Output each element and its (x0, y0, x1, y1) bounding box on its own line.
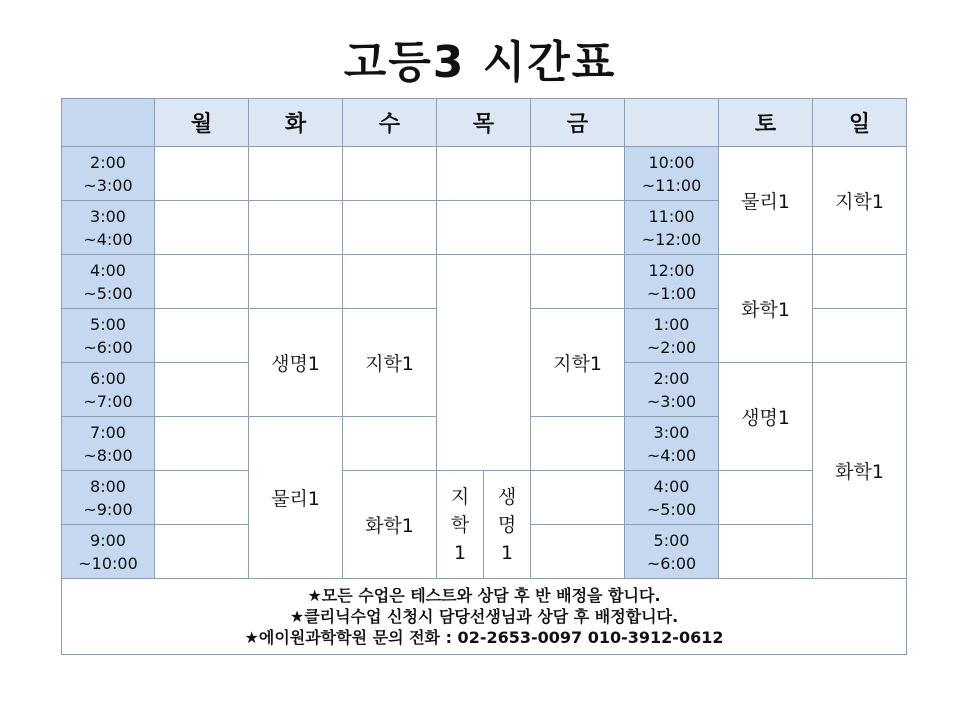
weekend-time-cell: 5:00 ~6:00 (625, 525, 719, 579)
weekday-time-cell: 8:00 ~9:00 (62, 471, 155, 525)
class-sat-chemistry: 화학1 (719, 255, 813, 363)
class-tue-physics: 물리1 (249, 417, 343, 579)
weekend-time-cell: 11:00 ~12:00 (625, 201, 719, 255)
empty-cell (155, 471, 249, 525)
page-title: 고등3 시간표 (343, 37, 617, 88)
note-line: ★에이원과학학원 문의 전화 : 02-2653-0097 010-3912-0612 (244, 628, 724, 647)
empty-cell (531, 201, 625, 255)
class-tue-biology: 생명1 (249, 309, 343, 417)
empty-cell (343, 201, 437, 255)
empty-cell (155, 417, 249, 471)
weekday-time-cell: 9:00 ~10:00 (62, 525, 155, 579)
empty-cell (531, 417, 625, 471)
empty-cell (155, 255, 249, 309)
header-day-wed: 수 (343, 99, 437, 147)
weekday-time-cell: 4:00 ~5:00 (62, 255, 155, 309)
class-sun-earth-science: 지학1 (813, 147, 907, 255)
empty-cell (249, 201, 343, 255)
empty-cell (155, 309, 249, 363)
empty-cell (343, 255, 437, 309)
empty-cell (155, 147, 249, 201)
weekend-time-cell: 4:00 ~5:00 (625, 471, 719, 525)
header-corner (62, 99, 155, 147)
empty-cell (437, 255, 531, 471)
class-sat-biology: 생명1 (719, 363, 813, 471)
table-row (62, 255, 907, 309)
weekend-time-cell: 10:00 ~11:00 (625, 147, 719, 201)
header-day-mon: 월 (155, 99, 249, 147)
empty-cell (343, 417, 437, 471)
empty-cell (249, 255, 343, 309)
empty-cell (155, 363, 249, 417)
weekend-time-cell: 12:00 ~1:00 (625, 255, 719, 309)
weekend-time-cell: 3:00 ~4:00 (625, 417, 719, 471)
empty-cell (437, 147, 531, 201)
empty-cell (813, 309, 907, 363)
empty-cell (531, 471, 625, 525)
header-day-tue: 화 (249, 99, 343, 147)
empty-cell (437, 201, 531, 255)
empty-cell (155, 201, 249, 255)
class-wed-chemistry: 화학1 (343, 471, 437, 579)
header-row (62, 99, 907, 147)
class-sat-physics: 물리1 (719, 147, 813, 255)
note-line: ★모든 수업은 테스트와 상담 후 반 배정을 합니다. (307, 586, 661, 605)
empty-cell (531, 525, 625, 579)
empty-cell (155, 525, 249, 579)
header-day-thu: 목 (437, 99, 531, 147)
header-day-sat: 토 (719, 99, 813, 147)
empty-cell (719, 471, 813, 525)
class-thu-earth-science: 지 학 1 (437, 471, 484, 579)
empty-cell (343, 147, 437, 201)
notes-row (62, 579, 907, 655)
empty-cell (813, 255, 907, 309)
table-row (62, 471, 907, 525)
empty-cell (249, 147, 343, 201)
weekday-time-cell: 3:00 ~4:00 (62, 201, 155, 255)
weekend-time-cell: 2:00 ~3:00 (625, 363, 719, 417)
weekday-time-cell: 7:00 ~8:00 (62, 417, 155, 471)
weekday-time-cell: 2:00 ~3:00 (62, 147, 155, 201)
table-row (62, 147, 907, 201)
header-day-sun: 일 (813, 99, 907, 147)
note-line: ★클리닉수업 신청시 담당선생님과 상담 후 배정합니다. (289, 607, 679, 626)
class-fri-earth-science: 지학1 (531, 309, 625, 417)
header-day-fri: 금 (531, 99, 625, 147)
timetable (61, 98, 907, 655)
empty-cell (531, 147, 625, 201)
notes-cell (62, 579, 907, 655)
class-thu-biology: 생 명 1 (484, 471, 531, 579)
weekday-time-cell: 5:00 ~6:00 (62, 309, 155, 363)
class-sun-chemistry: 화학1 (813, 363, 907, 579)
weekday-time-cell: 6:00 ~7:00 (62, 363, 155, 417)
class-wed-earth-science: 지학1 (343, 309, 437, 417)
empty-cell (719, 525, 813, 579)
empty-cell (531, 255, 625, 309)
header-weekend-corner (625, 99, 719, 147)
weekend-time-cell: 1:00 ~2:00 (625, 309, 719, 363)
